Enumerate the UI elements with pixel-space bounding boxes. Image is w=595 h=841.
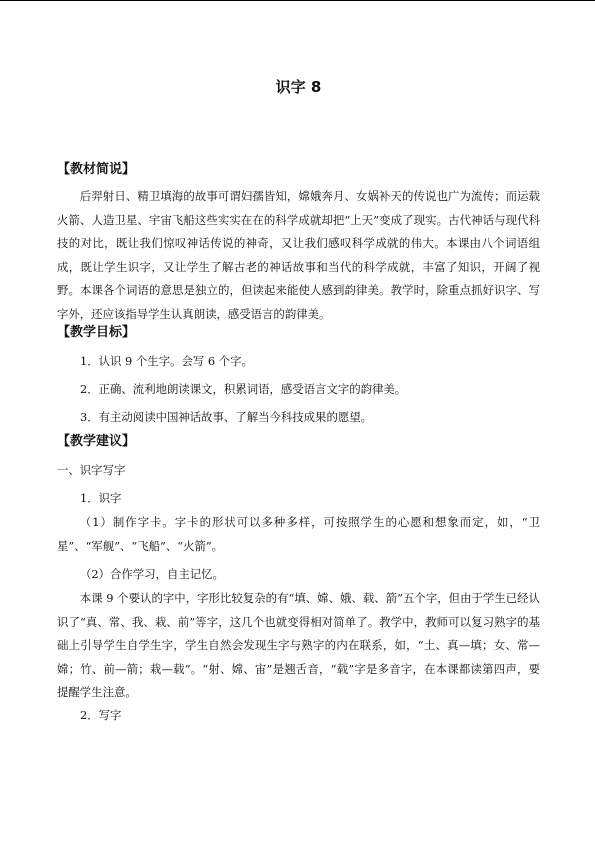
section-heading-suggestions: 【教学建议】 xyxy=(57,434,136,449)
goal-item: 1．认识 9 个生字。会写 6 个字。 xyxy=(80,354,253,368)
header-rule xyxy=(0,0,595,1)
section-heading-goals: 【教学目标】 xyxy=(57,325,136,340)
part-heading-literacy: 一、识字写字 xyxy=(57,463,126,477)
section-heading-intro: 【教材简说】 xyxy=(57,162,136,177)
goal-item: 3．有主动阅读中国神话故事、了解当今科技成果的愿望。 xyxy=(80,410,373,424)
sub-heading-recognize: 1．识字 xyxy=(80,491,122,505)
step-cooperative-learning: （2）合作学习，自主记忆。 xyxy=(80,567,224,581)
document-title: 识字 8 xyxy=(275,78,322,96)
sub-heading-writing: 2．写字 xyxy=(80,708,122,722)
intro-paragraph: 后羿射日、精卫填海的故事可谓妇孺皆知，嫦娥奔月、女娲补天的传说也广为流传；而运载火箭、人造卫星、宇宙飞船这些实实在在的科学成就却把“上天”变成了现实。古代神话与现代科技的对比，既让我们惊叹神话传说的神奇，又让我们感叹科学成就的伟大。本课由八个词语组成，既让学生识字，又让学生了解古老的神话故事和当代的科学成就，丰富了知识，开阔了视野。本课各个词语的意思是独立的，但读起来能使人感到韵律美。教学时，除重点抓好识字、写字外，还应该指导学生认真朗读，感受语言的韵律美。 xyxy=(57,189,540,321)
literacy-paragraph: 本课 9 个要认的字中，字形比较复杂的有“填、嫦、娥、载、箭”五个字，但由于学生已经认识了“真、常、我、栽、前”等字，这几个也就变得相对简单了。教学中，教师可以复习熟字的基础上引导学生自学生字，学生自然会发现生字与熟字的内在联系，如，“土、真—填；女、常—嫦；竹、前—箭；栽—载”。“射、嫦、宙”是翘舌音，“载”字是多音字，在本课都读第四声，要提醒学生注意。 xyxy=(57,591,540,699)
step-make-cards: （1）制作字卡。字卡的形状可以多种多样，可按照学生的心愿和想象而定，如，“卫星”、“军舰”、“飞船”、“火箭”。 xyxy=(57,515,540,553)
goal-item: 2．正确、流利地朗读课文，积累词语，感受语言文字的韵律美。 xyxy=(80,382,407,396)
